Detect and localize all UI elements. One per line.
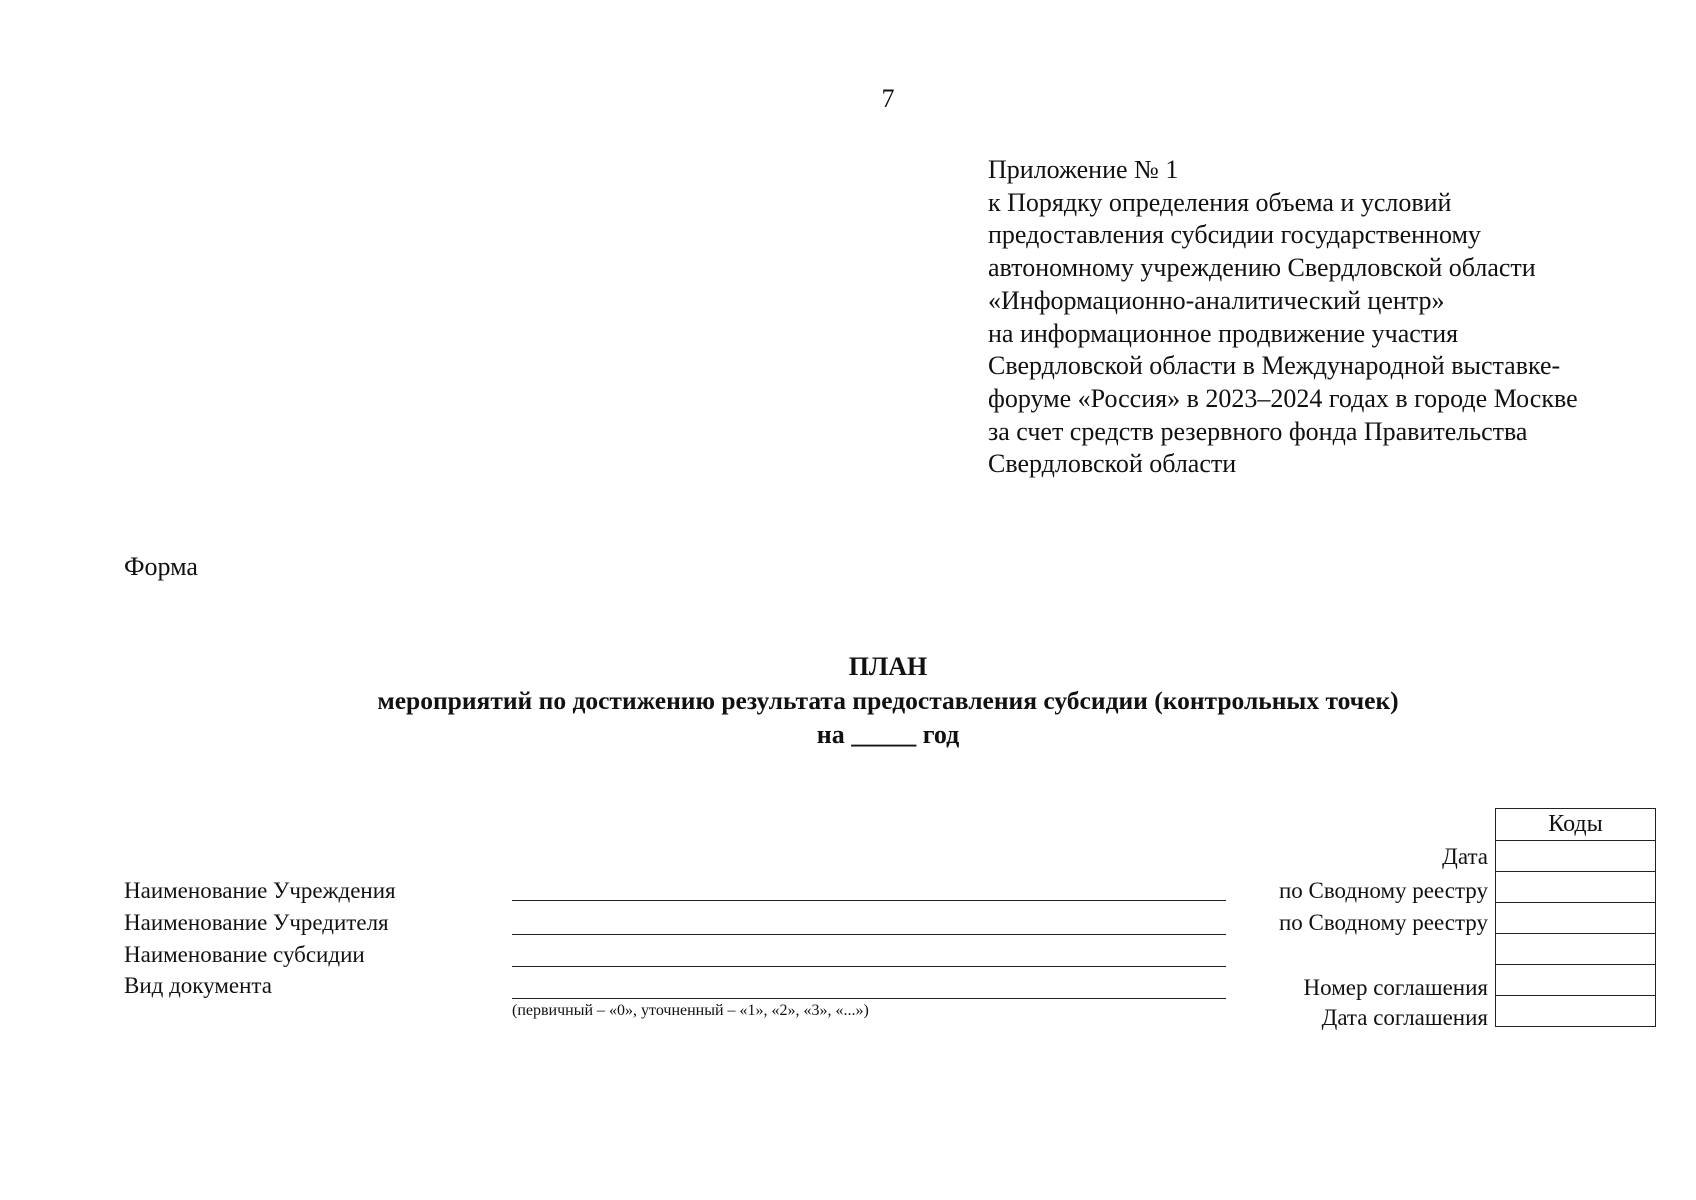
code-cell-registry-2[interactable] <box>1496 902 1655 933</box>
agreement-number-label: Номер соглашения <box>1303 975 1488 1000</box>
appendix-header <box>988 154 1678 481</box>
institution-fill-line[interactable] <box>512 900 1226 901</box>
appendix-line: за счет средств резервного фонда Правительства <box>988 416 1528 446</box>
title-year: на _____ год <box>816 720 960 749</box>
doc-type-fill-line[interactable] <box>512 998 1226 999</box>
appendix-line: Свердловской области <box>988 449 1237 479</box>
date-label: Дата <box>1442 844 1488 869</box>
founder-fill-line[interactable] <box>512 934 1226 935</box>
code-cell-agreement-date[interactable] <box>1496 995 1655 1026</box>
subsidy-fill-line[interactable] <box>512 966 1226 967</box>
appendix-line: форуме «Россия» в 2023–2024 годах в городе Москве <box>988 383 1578 413</box>
registry-label-2: по Сводному реестру <box>1278 910 1488 935</box>
appendix-line: на информационное продвижение участия <box>988 318 1459 348</box>
appendix-line: предоставления субсидии государственному <box>988 220 1481 250</box>
appendix-line: Свердловской области в Международной выставке- <box>988 351 1561 381</box>
title-subtitle: мероприятий по достижению результата предоставления субсидии (контрольных точек) <box>377 686 1399 715</box>
code-cell-blank[interactable] <box>1496 933 1655 964</box>
founder-label: Наименование Учредителя <box>124 910 389 935</box>
page-number: 7 <box>881 84 895 113</box>
appendix-line: Приложение № 1 <box>988 155 1179 184</box>
appendix-line: к Порядку определения объема и условий <box>988 187 1452 217</box>
appendix-line: «Информационно-аналитический центр» <box>988 285 1445 315</box>
agreement-date-label: Дата соглашения <box>1321 1005 1488 1030</box>
document-title <box>0 650 1696 752</box>
code-cell-registry-1[interactable] <box>1496 871 1655 902</box>
codes-header: Коды <box>1548 811 1603 837</box>
codes-table <box>1495 808 1656 1027</box>
doc-type-label: Вид документа <box>124 973 272 998</box>
form-label: Форма <box>124 552 198 581</box>
code-cell-agreement-number[interactable] <box>1496 964 1655 995</box>
registry-label-1: по Сводному реестру <box>1278 878 1488 903</box>
appendix-line: автономному учреждению Свердловской области <box>988 253 1536 283</box>
doc-type-hint: (первичный – «0», уточненный – «1», «2», «3», «...») <box>512 1002 869 1019</box>
institution-label: Наименование Учреждения <box>124 878 396 903</box>
code-cell-date[interactable] <box>1496 840 1655 871</box>
title-plan: ПЛАН <box>848 652 928 681</box>
subsidy-label: Наименование субсидии <box>124 942 365 967</box>
